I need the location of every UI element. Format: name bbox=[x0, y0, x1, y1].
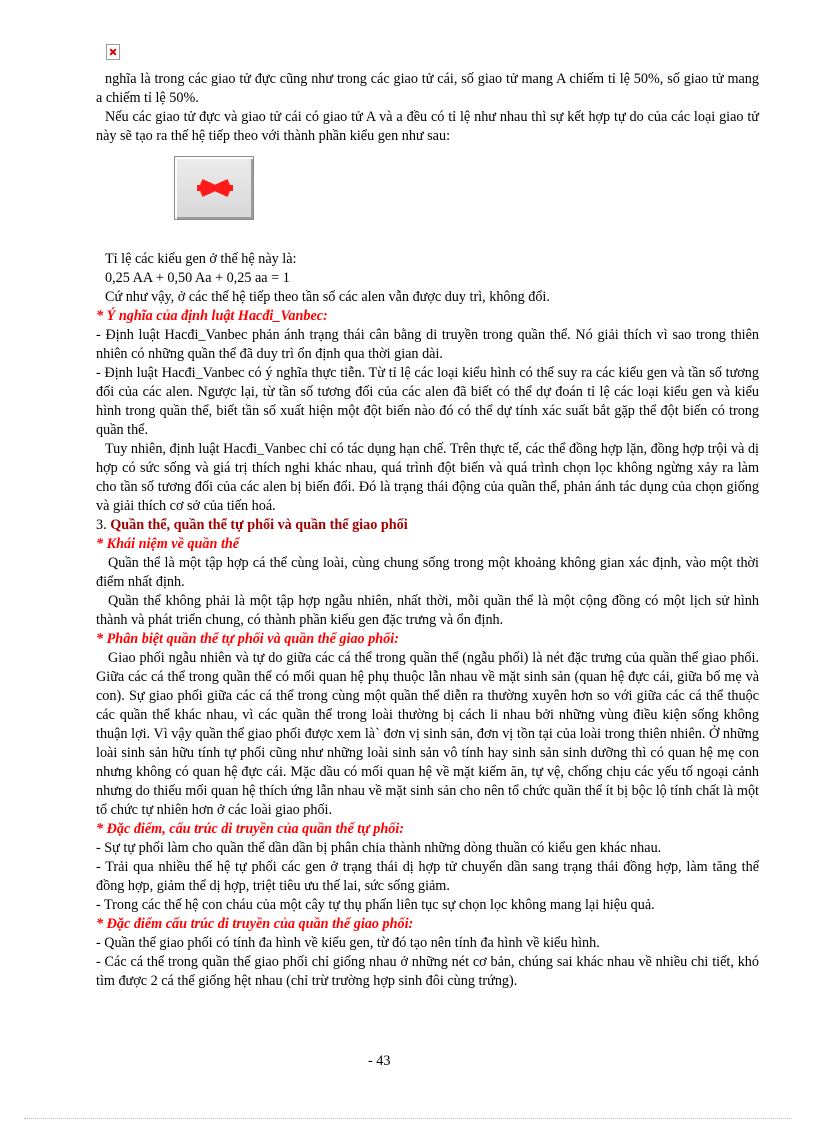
paragraph: Quần thể không phải là một tập hợp ngẫu nhiên, nhất thời, mỗi quần thể là một cộng đồng có một lịch sử hình thành và phát triển chung, có thành phần kiểu gen đặc trưng và ổn định. bbox=[96, 593, 759, 628]
paragraph: Tỉ lệ các kiểu gen ở thế hệ này là: bbox=[105, 251, 297, 267]
broken-image-icon bbox=[106, 44, 120, 60]
broken-image-icon bbox=[174, 156, 254, 220]
section-heading: * Đặc điểm cấu trúc di truyền của quần thể giao phối: bbox=[96, 916, 414, 932]
paragraph: Cứ như vậy, ở các thế hệ tiếp theo tần số các alen vẫn được duy trì, không đổi. bbox=[105, 289, 550, 305]
section-title-text: Quần thể, quần thể tự phối và quần thể giao phối bbox=[110, 517, 408, 533]
page-number: - 43 bbox=[368, 1053, 391, 1069]
image-placeholder bbox=[96, 156, 759, 240]
paragraph: - Các cá thể trong quần thể giao phối chỉ giống nhau ở những nét cơ bản, chúng sai khác nhau về nhiều chi tiết, khó tìm được 2 cá thể giống hệt nhau (chỉ trừ trường hợp sinh đôi cùng trứng). bbox=[96, 954, 759, 989]
paragraph: - Định luật Hacđi_Vanbec có ý nghĩa thực tiễn. Từ tỉ lệ các loại kiểu hình có thể suy ra các kiểu gen và tần số tương đối của các alen. Ngược lại, từ tần số tương đối của các alen đã biết có thể dự đoán tỉ lệ các loại kiểu gen và kiểu hình trong quần thể, biết tần số xuất hiện một đột biến nào đó có thể dự tính xác suất bắt gặp thể đột biến có trong quần thể. bbox=[96, 365, 759, 438]
paragraph: Tuy nhiên, định luật Hacđi_Vanbec chỉ có tác dụng hạn chế. Trên thực tế, các thể đồng hợp lặn, đồng hợp trội và dị hợp có sức sống và giá trị thích nghi khác nhau, quá trình đột biến và quá trình chọn lọc không ngừng xảy ra làm cho tần số tương đối của các alen bị biến đổi. Đó là trạng thái động của quần thể, phản ánh tác dụng của chọn giống và giải thích cơ sở của tiến hoá. bbox=[96, 441, 759, 514]
paragraph: nghĩa là trong các giao tử đực cũng như trong các giao tử cái, số giao tử mang A chiếm tỉ lệ 50%, số giao tử mang a chiếm tỉ lệ 50%. bbox=[96, 71, 759, 106]
section-heading: * Ý nghĩa của định luật Hacđi_Vanbec: bbox=[96, 308, 328, 324]
paragraph: - Trong các thế hệ con cháu của một cây tự thụ phấn liên tục sự chọn lọc không mang lại hiệu quả. bbox=[96, 897, 655, 913]
section-heading: * Khái niệm về quần thể bbox=[96, 536, 240, 552]
document-body bbox=[96, 44, 759, 991]
paragraph: - Trải qua nhiều thế hệ tự phối các gen ở trạng thái dị hợp tử chuyển dần sang trạng thái đồng hợp, làm tăng thể đồng hợp, giảm thể dị hợp, triệt tiêu ưu thế lai, sức sống giảm. bbox=[96, 859, 759, 894]
formula: 0,25 AA + 0,50 Aa + 0,25 aa = 1 bbox=[105, 270, 290, 286]
paragraph: Quần thể là một tập hợp cá thể cùng loài, cùng chung sống trong một khoảng không gian xác định, vào một thời điểm nhất định. bbox=[96, 555, 759, 590]
paragraph: - Sự tự phối làm cho quần thể dần dần bị phân chia thành những dòng thuần có kiểu gen khác nhau. bbox=[96, 840, 662, 856]
section-title bbox=[96, 516, 759, 535]
page-break-line bbox=[24, 1118, 792, 1119]
section-heading: * Phân biệt quần thể tự phối và quần thể giao phối: bbox=[96, 631, 399, 647]
section-heading: * Đặc điểm, cấu trúc di truyền của quần thể tự phối: bbox=[96, 821, 405, 837]
paragraph: Nếu các giao tử đực và giao tử cái có giao tử A và a đều có tỉ lệ như nhau thì sự kết hợp tự do của các loại giao tử này sẽ tạo ra thế hệ tiếp theo với thành phần kiểu gen như sau: bbox=[96, 109, 759, 144]
paragraph: Giao phối ngẫu nhiên và tự do giữa các cá thể trong quần thể (ngẫu phối) là nét đặc trưng của quần thể giao phối. Giữa các cá thể trong quần thể có mối quan hệ phụ thuộc lẫn nhau về mặt sinh sản (quan hệ đực cái, giữa bố mẹ và con). Sự giao phối giữa các cá thể trong cùng một quần thể diễn ra thường xuyên hơn so với giữa các cá thể thuộc các quần thể khác nhau, vì các quần thể trong loài thường bị cách li nhau bởi những vùng điều kiện sống không thuận lợi. Vì vậy quần thể giao phối được xem là` đơn vị sinh sản, đơn vị tồn tại của loài trong thiên nhiên. Ở những loài sinh sản hữu tính tự phối cũng như những loài sinh sản vô tính hay sinh sản sinh dưỡng thì có quan hệ mẹ con nhưng không có quan hệ đực cái. Mặc dầu có mối quan hệ về mặt kiếm ăn, tự vệ, chống chịu các yếu tố ngoại cảnh nhưng do thiếu mối quan hệ thích ứng lẫn nhau về mặt sinh sản cho nên tổ chức quần thể ít bị bộc lộ tính chất là một tổ chức tự nhiên hơn ở các loài giao phối. bbox=[96, 650, 759, 818]
paragraph: - Định luật Hacđi_Vanbec phản ánh trạng thái cân bằng di truyền trong quần thể. Nó giải thích vì sao trong thiên nhiên có những quần thể đã duy trì ổn định qua thời gian dài. bbox=[96, 327, 759, 362]
section-number: 3. bbox=[96, 517, 107, 533]
paragraph: - Quần thể giao phối có tính đa hình về kiểu gen, từ đó tạo nên tính đa hình về kiểu hình. bbox=[96, 935, 600, 951]
